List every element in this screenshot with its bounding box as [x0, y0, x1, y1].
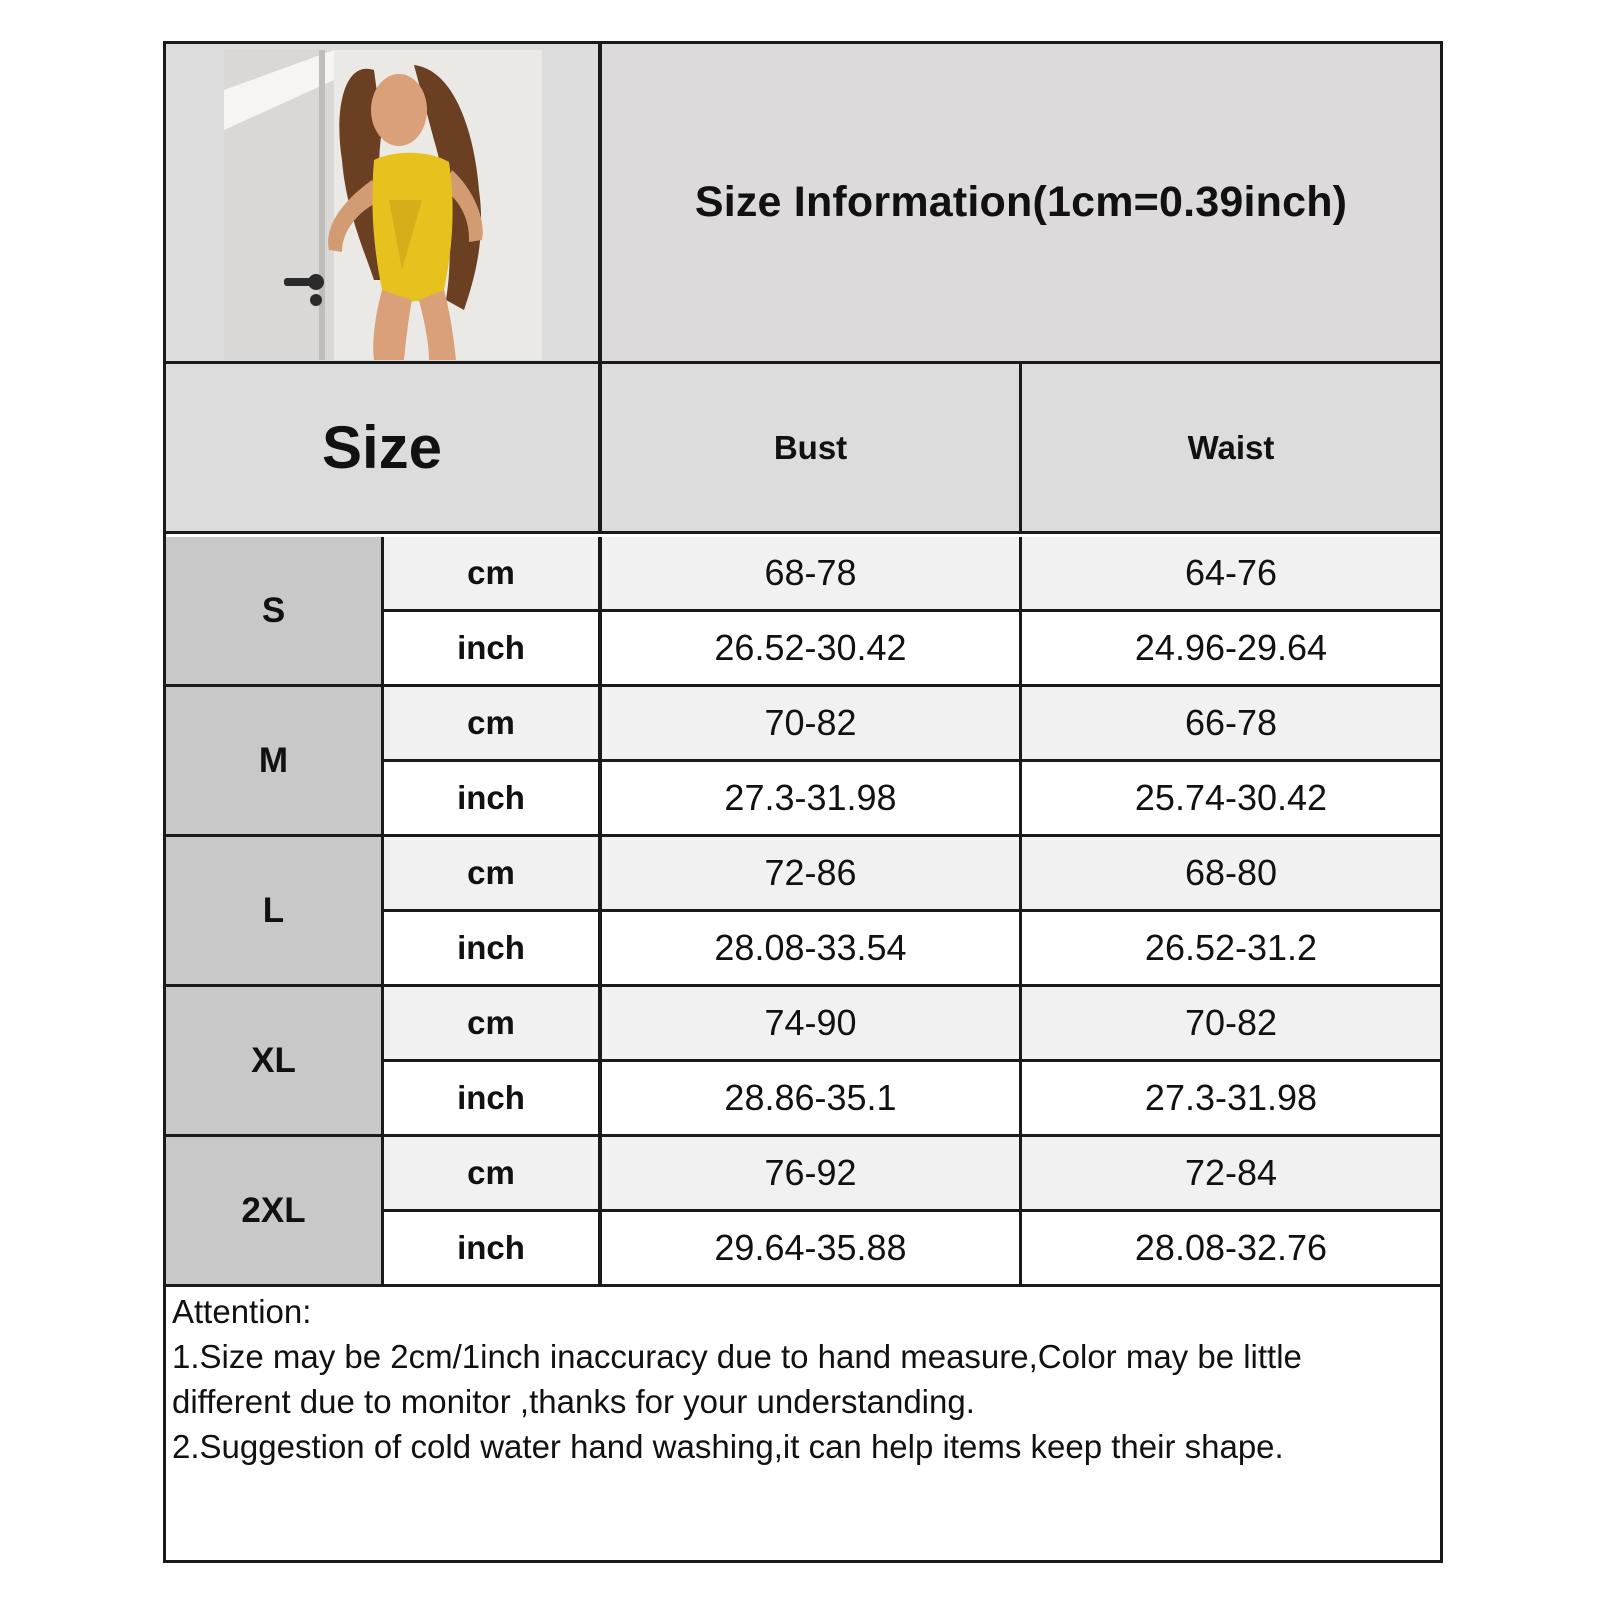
- unit-inch: inch: [384, 912, 602, 987]
- unit-cm: cm: [384, 837, 602, 912]
- bust-inch-2xl: 29.64-35.88: [602, 1212, 1022, 1287]
- size-info-title: Size Information(1cm=0.39inch): [694, 178, 1348, 226]
- bust-cm-l: 72-86: [602, 837, 1022, 912]
- unit-cm: cm: [384, 1137, 602, 1212]
- bust-inch-xl: 28.86-35.1: [602, 1062, 1022, 1137]
- size-chart-table: [163, 41, 1443, 1563]
- size-label-s: S: [166, 537, 384, 687]
- bust-cm-s: 68-78: [602, 537, 1022, 612]
- bust-cm-m: 70-82: [602, 687, 1022, 762]
- header-bust: Bust: [602, 364, 1022, 534]
- size-label-l: L: [166, 837, 384, 987]
- waist-cm-l: 68-80: [1022, 837, 1440, 912]
- attention-notes: [172, 1289, 1432, 1469]
- size-label-2xl: 2XL: [166, 1137, 384, 1287]
- waist-inch-xl: 27.3-31.98: [1022, 1062, 1440, 1137]
- attention-heading: Attention:: [172, 1293, 312, 1330]
- waist-cm-m: 66-78: [1022, 687, 1440, 762]
- unit-inch: inch: [384, 612, 602, 687]
- bust-inch-m: 27.3-31.98: [602, 762, 1022, 837]
- size-label-xl: XL: [166, 987, 384, 1137]
- unit-cm: cm: [384, 537, 602, 612]
- bust-inch-l: 28.08-33.54: [602, 912, 1022, 987]
- header-waist: Waist: [1022, 364, 1440, 534]
- product-photo-cell: [166, 44, 602, 364]
- waist-cm-2xl: 72-84: [1022, 1137, 1440, 1212]
- unit-inch: inch: [384, 762, 602, 837]
- unit-inch: inch: [384, 1062, 602, 1137]
- bust-cm-2xl: 76-92: [602, 1137, 1022, 1212]
- waist-cm-xl: 70-82: [1022, 987, 1440, 1062]
- unit-cm: cm: [384, 987, 602, 1062]
- bust-cm-xl: 74-90: [602, 987, 1022, 1062]
- header-size: Size: [166, 364, 602, 534]
- size-label-m: M: [166, 687, 384, 837]
- bust-inch-s: 26.52-30.42: [602, 612, 1022, 687]
- unit-cm: cm: [384, 687, 602, 762]
- waist-inch-l: 26.52-31.2: [1022, 912, 1440, 987]
- attention-line-3: 2.Suggestion of cold water hand washing,it can help items keep their shape.: [172, 1428, 1284, 1465]
- title-cell: [602, 44, 1440, 364]
- waist-inch-m: 25.74-30.42: [1022, 762, 1440, 837]
- attention-line-2: different due to monitor ,thanks for your understanding.: [172, 1383, 975, 1420]
- waist-cm-s: 64-76: [1022, 537, 1440, 612]
- waist-inch-2xl: 28.08-32.76: [1022, 1212, 1440, 1287]
- waist-inch-s: 24.96-29.64: [1022, 612, 1440, 687]
- product-photo: [224, 50, 542, 360]
- attention-line-1: 1.Size may be 2cm/1inch inaccuracy due to hand measure,Color may be little: [172, 1338, 1302, 1375]
- unit-inch: inch: [384, 1212, 602, 1287]
